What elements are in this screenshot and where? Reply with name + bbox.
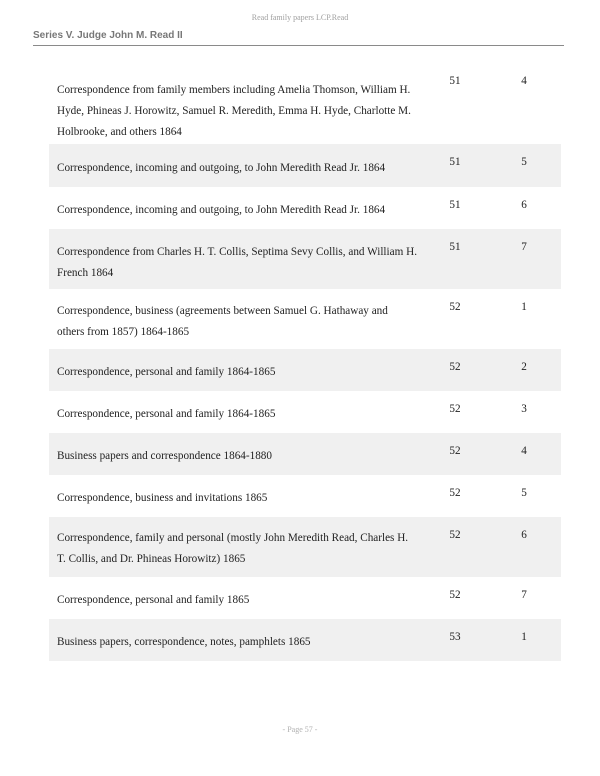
box-number: 51 <box>449 199 461 211</box>
folder-number: 5 <box>521 487 527 499</box>
page-number: - Page 57 - <box>282 725 318 734</box>
folder-number: 7 <box>521 589 527 601</box>
box-number: 51 <box>449 75 461 87</box>
row-description: Correspondence, business and invitations 1865 <box>57 492 268 504</box>
row-description: Correspondence from family members including Amelia Thomson, William H. Hyde, Phineas J. Horowitz, Samuel R. Meredith, Emma H. Hyde, Charlotte M. Holbrooke, and others 1864 <box>57 84 411 138</box>
box-number: 52 <box>449 529 461 541</box>
box-number: 53 <box>449 631 461 643</box>
table-row <box>49 475 561 517</box>
box-number: 52 <box>449 403 461 415</box>
header-divider <box>33 45 564 46</box>
folder-number: 5 <box>521 156 527 168</box>
folder-number: 1 <box>521 631 527 643</box>
row-description: Correspondence, personal and family 1864-1865 <box>57 408 276 420</box>
table-row <box>49 349 561 391</box>
running-head: Read family papers LCP.Read <box>251 13 349 22</box>
folder-number: 6 <box>521 199 527 211</box>
table-row <box>49 289 561 349</box>
folder-number: 4 <box>521 75 527 87</box>
table-row <box>49 144 561 187</box>
row-description: Correspondence from Charles H. T. Collis, Septima Sevy Collis, and William H. French 1864 <box>57 246 417 279</box>
box-number: 52 <box>449 487 461 499</box>
folder-number: 4 <box>521 445 527 457</box>
box-number: 52 <box>449 361 461 373</box>
table-row <box>49 229 561 289</box>
folder-number: 1 <box>521 301 527 313</box>
box-number: 51 <box>449 241 461 253</box>
row-description: Correspondence, family and personal (mostly John Meredith Read, Charles H. T. Collis, and Dr. Phineas Horowitz) 1865 <box>57 532 409 565</box>
row-description: Correspondence, incoming and outgoing, to John Meredith Read Jr. 1864 <box>57 204 386 216</box>
box-number: 51 <box>449 156 461 168</box>
row-description: Correspondence, personal and family 1865 <box>57 594 250 606</box>
row-description: Correspondence, personal and family 1864-1865 <box>57 366 276 378</box>
table-row <box>49 391 561 433</box>
table-row <box>49 187 561 229</box>
folder-number: 2 <box>521 361 527 373</box>
table-row <box>49 577 561 619</box>
folder-number: 3 <box>521 403 527 415</box>
box-number: 52 <box>449 301 461 313</box>
row-description: Business papers, correspondence, notes, pamphlets 1865 <box>57 636 311 648</box>
series-title: Series V. Judge John M. Read II <box>33 30 183 41</box>
folder-number: 7 <box>521 241 527 253</box>
table-row <box>49 433 561 475</box>
container-list-table <box>49 63 561 661</box>
box-number: 52 <box>449 445 461 457</box>
folder-number: 6 <box>521 529 527 541</box>
box-number: 52 <box>449 589 461 601</box>
row-description: Correspondence, business (agreements between Samuel G. Hathaway and others from 1857) 1864-1865 <box>57 305 388 338</box>
row-description: Correspondence, incoming and outgoing, to John Meredith Read Jr. 1864 <box>57 162 386 174</box>
table-row <box>49 619 561 661</box>
row-description: Business papers and correspondence 1864-1880 <box>57 450 272 462</box>
table-row <box>49 517 561 577</box>
table-row <box>49 63 561 144</box>
